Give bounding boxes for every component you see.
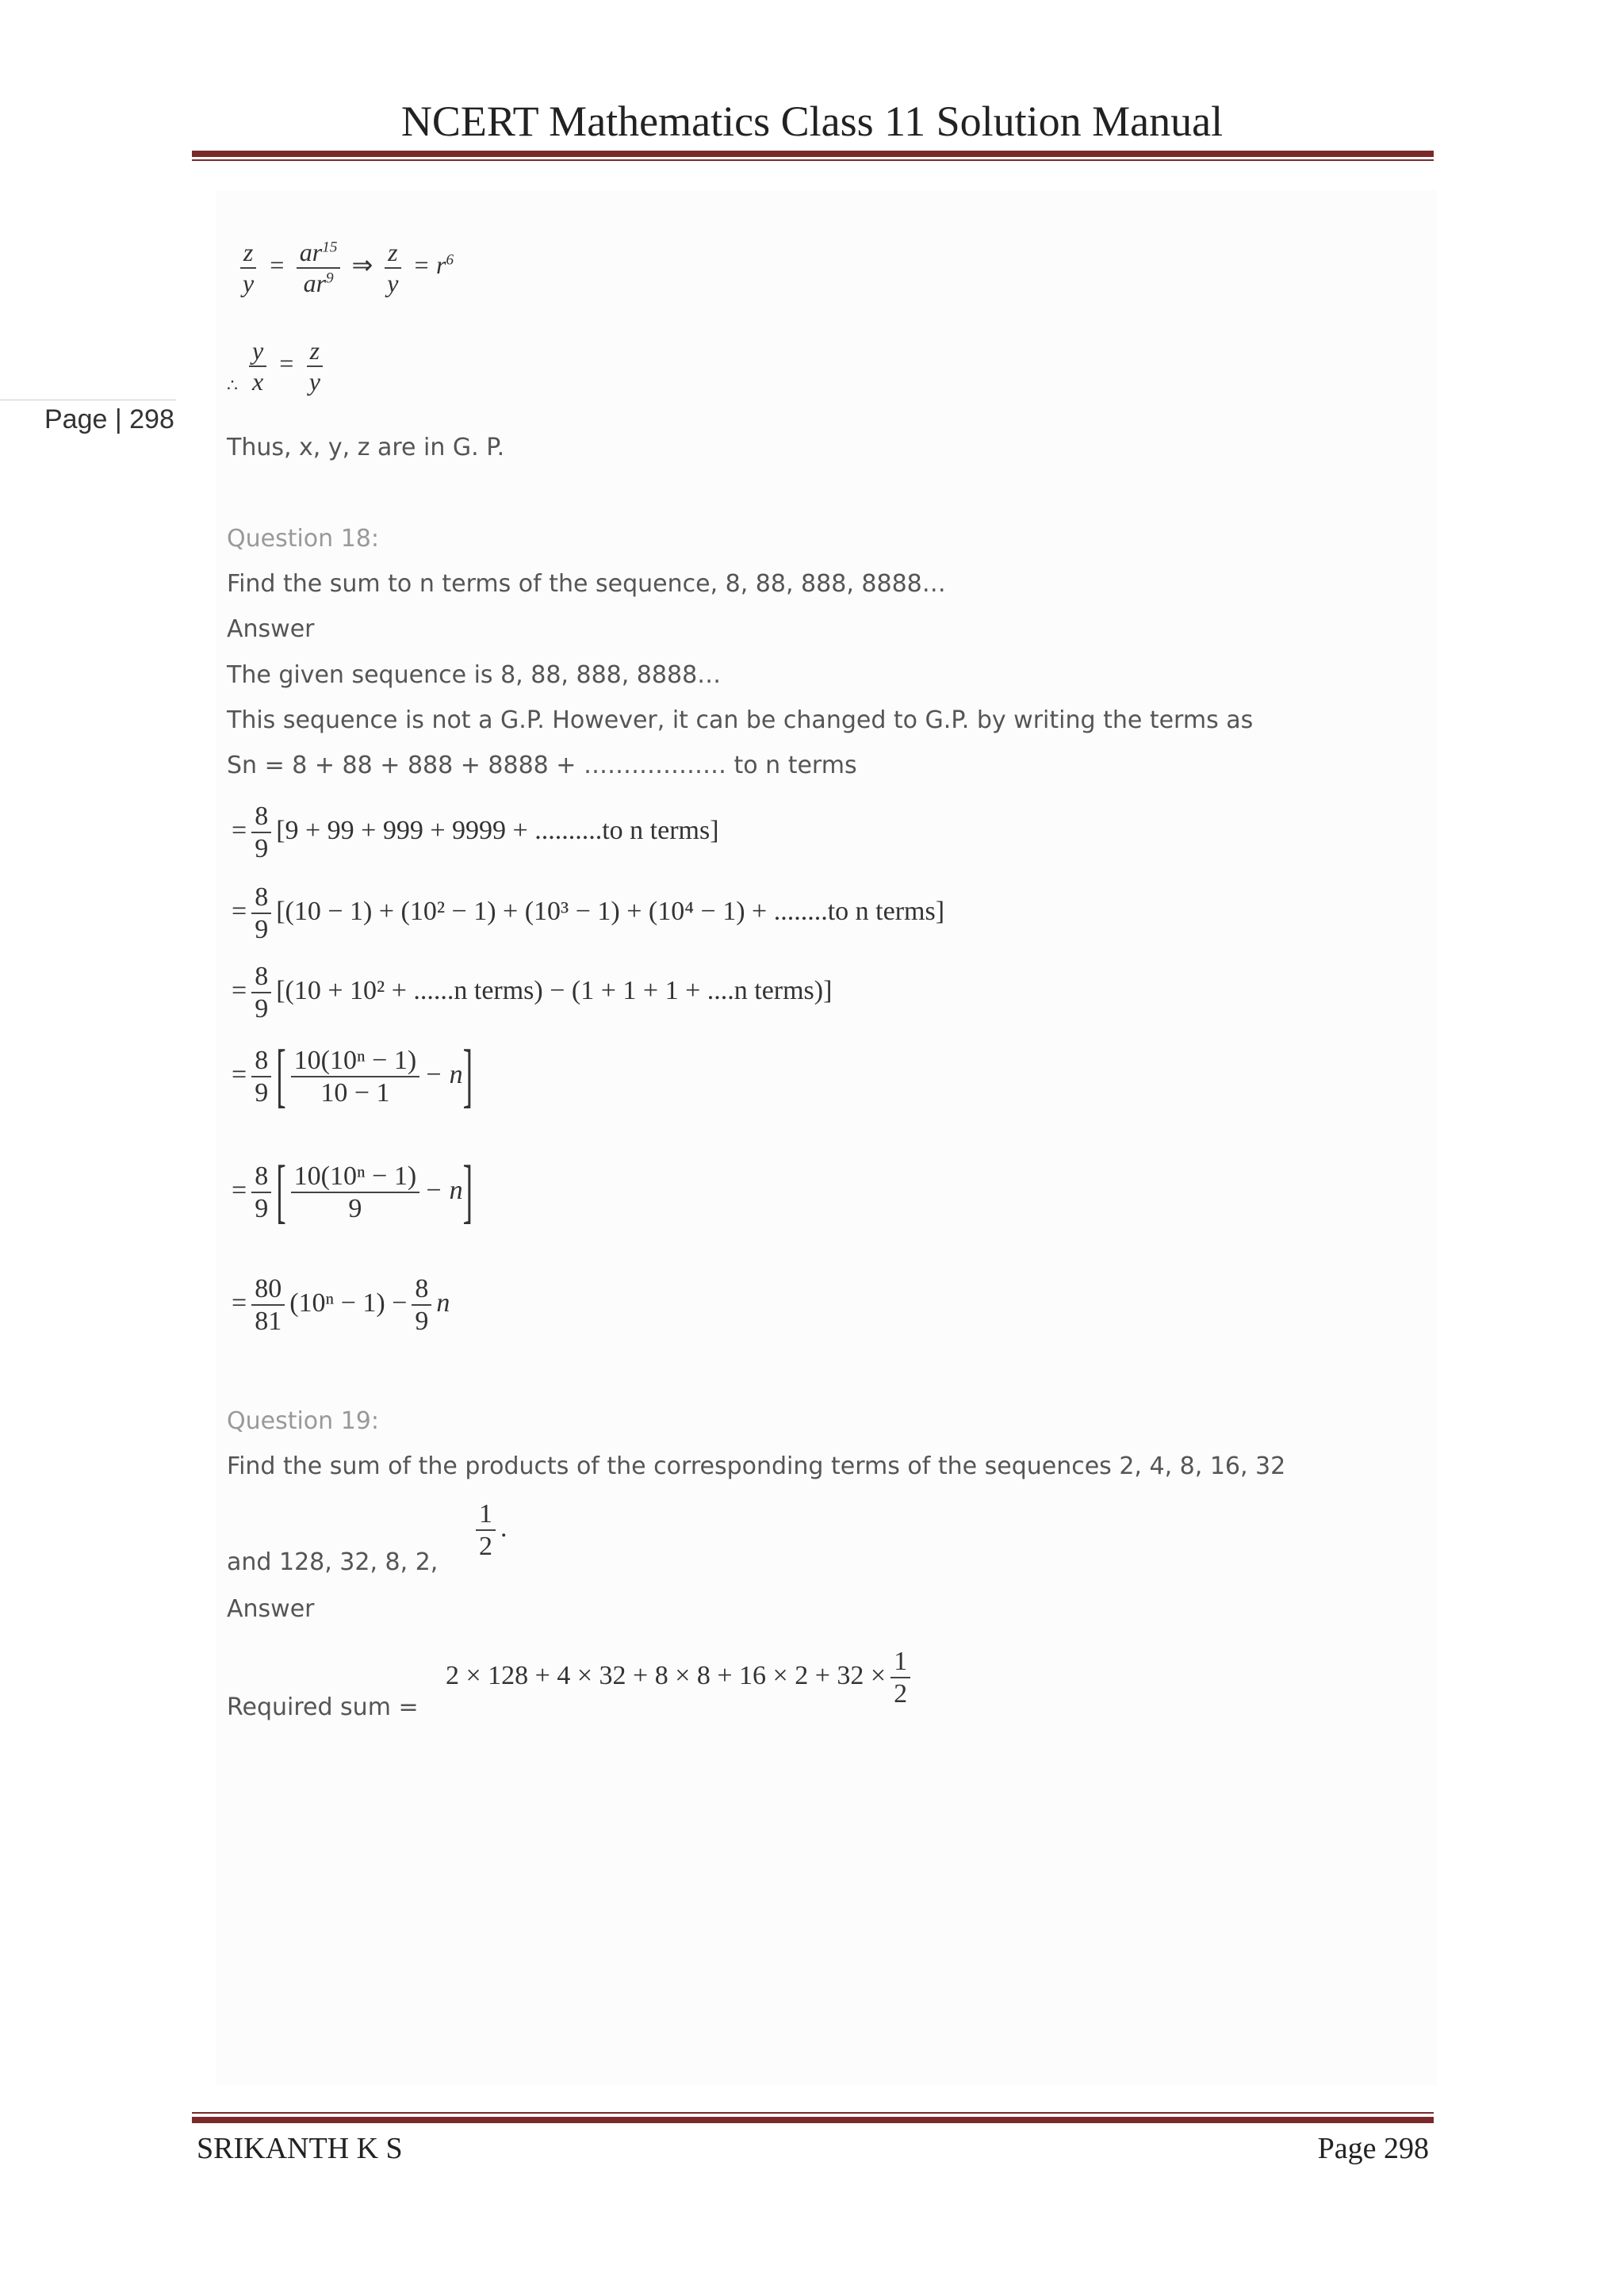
answer-label: Answer — [227, 615, 315, 643]
step-1: = $\frac{8}{9}$ [9 + 99 + 999 + 9999 + ..........to n terms] — [232, 802, 719, 864]
step-6: = $\frac{80}{81}$ (10ⁿ − 1) − $\frac{8}{9}$ n — [232, 1274, 450, 1337]
content-area — [216, 190, 1437, 2085]
question-18-title: Question 18: — [227, 525, 379, 553]
step-5: = $\frac{8}{9}$ [ $\frac{\text{10(10ⁿ − 1)}}{9}$ − n] — [232, 1153, 473, 1232]
header-rule-thin — [192, 159, 1434, 161]
answer-line-2: This sequence is not a G.P. However, it can be changed to G.P. by writing the terms as — [227, 706, 1254, 734]
question-18-text: Find the sum to n terms of the sequence, 8, 88, 888, 8888… — [227, 570, 946, 598]
header-rule — [192, 151, 1434, 157]
footer-author: SRIKANTH K S — [197, 2132, 403, 2165]
conclusion-text: Thus, x, y, z are in G. P. — [227, 434, 505, 461]
question-19-text-2: and 128, 32, 8, 2, — [227, 1548, 439, 1576]
equation-y-over-x: ∴ $\frac{y}{x}$ = $\frac{z}{y}$ — [227, 336, 328, 396]
sidebar-page-number: Page | 298 — [44, 404, 174, 434]
step-4: = $\frac{8}{9}$ [ $\frac{\text{10(10ⁿ − 1)}}{10 - 1}$ − n] — [232, 1037, 473, 1116]
answer-label-19: Answer — [227, 1595, 315, 1623]
footer-rule-thin — [192, 2112, 1434, 2114]
required-sum-expression: 2 × 128 + 4 × 32 + 8 × 8 + 16 × 2 + 32 × $\frac{1}{2}$ — [446, 1646, 915, 1709]
step-2: = $\frac{8}{9}$ [(10 − 1) + (10² − 1) + (10³ − 1) + (10⁴ − 1) + ........to n terms] — [232, 882, 945, 945]
footer-rule — [192, 2117, 1434, 2123]
question-19-text: Find the sum of the products of the corresponding terms of the sequences 2, 4, 8, 16, 32 — [227, 1452, 1286, 1480]
answer-line-1: The given sequence is 8, 88, 888, 8888… — [227, 661, 722, 689]
question-19-title: Question 19: — [227, 1407, 379, 1435]
required-sum-label: Required sum = — [227, 1693, 419, 1721]
equation-z-over-y: $\frac{z}{y}$ = $\frac{ar^{15}}{ar^9}$ ⇒ $\frac{z}{y}$ = $r^6$ — [235, 238, 454, 298]
header-title: NCERT Mathematics Class 11 Solution Manual — [400, 98, 1224, 145]
fraction-one-half: $\frac{1}{2}$ . — [471, 1498, 508, 1562]
step-3: = $\frac{8}{9}$ [(10 + 10² + ......n terms) − (1 + 1 + 1 + ....n terms)] — [232, 962, 833, 1024]
footer-page-number: Page 298 — [1317, 2132, 1429, 2165]
answer-line-3: Sn = 8 + 88 + 888 + 8888 + ……………… to n terms — [227, 752, 857, 779]
